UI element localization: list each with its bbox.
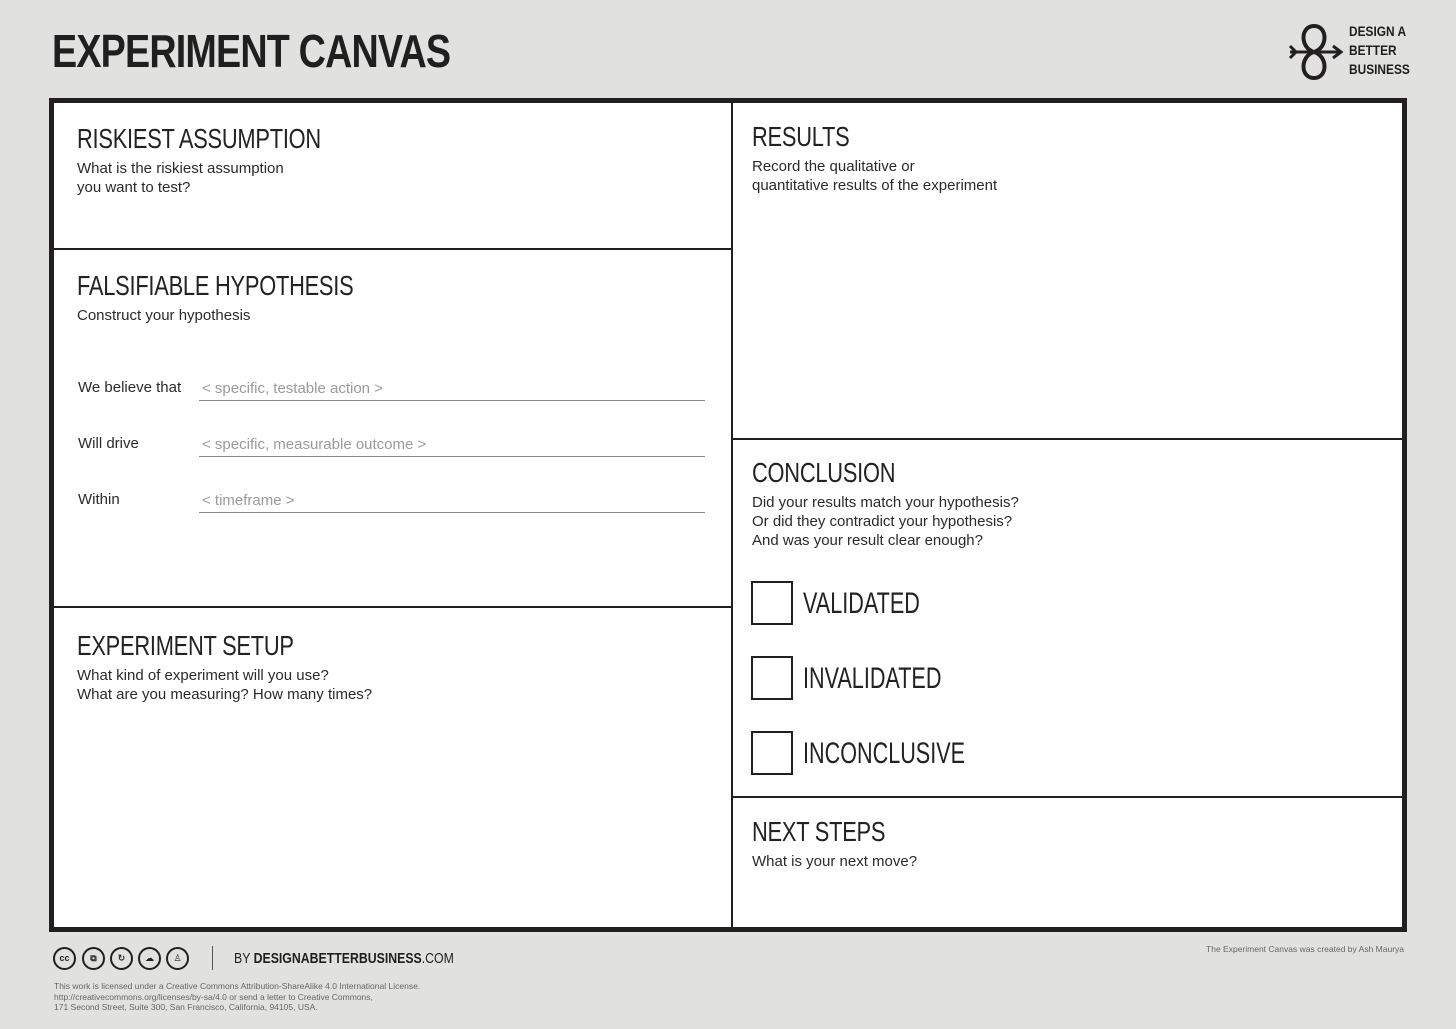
hypothesis-label: We believe that — [78, 379, 182, 396]
copy-icon: ⧉ — [82, 947, 105, 970]
section-divider — [733, 796, 1402, 798]
validated-checkbox[interactable] — [751, 581, 793, 625]
riskiest-assumption-section[interactable] — [77, 123, 717, 243]
section-heading: CONCLUSION — [752, 457, 896, 488]
invalidated-checkbox[interactable] — [751, 656, 793, 700]
hypothesis-label: Will drive — [78, 435, 139, 452]
inconclusive-checkbox[interactable] — [751, 731, 793, 775]
infinity-arrow-icon — [1286, 22, 1346, 82]
brand-name: DESIGN A BETTER BUSINESS — [1349, 23, 1410, 77]
section-heading: FALSIFIABLE HYPOTHESIS — [77, 270, 354, 301]
footer-divider — [212, 946, 213, 970]
hypothesis-row-outcome — [78, 433, 706, 457]
page-title: EXPERIMENT CANVAS — [52, 25, 451, 77]
validated-option[interactable] — [751, 581, 1151, 625]
section-description: What is the riskiest assumption you want to test? — [77, 160, 284, 196]
section-description: Construct your hypothesis — [77, 307, 251, 324]
testable-action-field[interactable] — [199, 377, 705, 401]
results-section[interactable] — [752, 121, 1392, 431]
license-text: This work is licensed under a Creative Commons Attribution-ShareAlike 4.0 International License. http://creativecommons.org/licenses/by-sa/4.0 or send a letter to Creative Commons, 171 Second Street, Suite 300, San Francisco, California, 94105, USA. — [54, 981, 421, 1012]
inconclusive-option[interactable] — [751, 731, 1151, 775]
section-heading: EXPERIMENT SETUP — [77, 630, 294, 661]
hypothesis-row-action — [78, 377, 706, 401]
experiment-setup-section[interactable] — [77, 630, 717, 920]
section-heading: RESULTS — [752, 121, 850, 152]
section-description: What kind of experiment will you use? What are you measuring? How many times? — [77, 667, 373, 703]
next-steps-section[interactable] — [752, 816, 1392, 916]
noncommercial-icon: ☁ — [138, 947, 161, 970]
column-divider — [731, 103, 733, 927]
option-label: VALIDATED — [803, 587, 920, 620]
option-label: INCONCLUSIVE — [803, 737, 966, 770]
brand-logo — [1286, 22, 1416, 82]
hypothesis-row-timeframe — [78, 489, 706, 513]
section-heading: RISKIEST ASSUMPTION — [77, 123, 321, 154]
section-description: Did your results match your hypothesis? Or did they contradict your hypothesis? And was your result clear enough? — [752, 494, 1019, 549]
hypothesis-label: Within — [78, 491, 120, 508]
measurable-outcome-field[interactable] — [199, 433, 705, 457]
section-description: Record the qualitative or quantitative results of the experiment — [752, 158, 998, 194]
section-heading: NEXT STEPS — [752, 816, 886, 847]
canvas-board — [49, 98, 1407, 932]
brand-link[interactable]: BY DESIGNABETTERBUSINESS.COM — [234, 950, 454, 967]
conclusion-section — [752, 457, 1392, 567]
invalidated-option[interactable] — [751, 656, 1151, 700]
sharealike-icon: ↻ — [110, 947, 133, 970]
section-description: What is your next move? — [752, 853, 918, 870]
attribution-icon: ♙ — [166, 947, 189, 970]
section-divider — [54, 248, 731, 250]
credit-text: The Experiment Canvas was created by Ash Maurya — [1206, 944, 1404, 954]
section-divider — [733, 438, 1402, 440]
timeframe-field[interactable] — [199, 489, 705, 513]
section-divider — [54, 606, 731, 608]
option-label: INVALIDATED — [803, 662, 942, 695]
cc-icon: cc — [53, 947, 76, 970]
